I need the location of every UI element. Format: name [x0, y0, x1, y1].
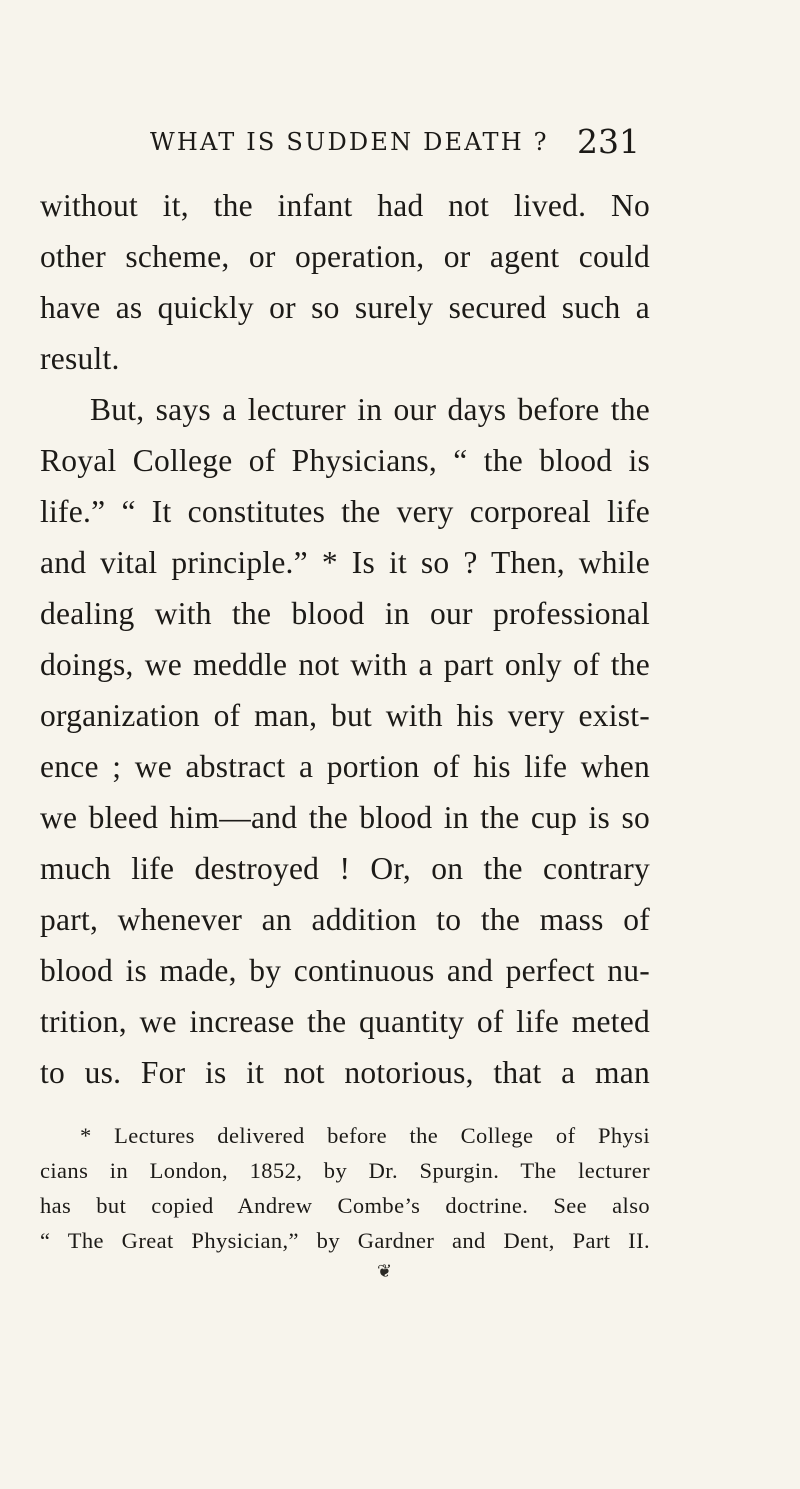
text-line: without it, the infant had not lived. No: [40, 188, 650, 223]
text-line: ence ; we abstract a portion of his life when: [40, 749, 650, 784]
text-line: part, whenever an addition to the mass of: [40, 902, 650, 937]
text-line: blood is made, by continuous and perfect nu-: [40, 953, 650, 988]
running-head: [150, 122, 640, 162]
text-line: to us. For is it not notorious, that a man: [40, 1055, 650, 1090]
text-line: result.: [40, 341, 120, 376]
text-line: But, says a lecturer in our days before the: [90, 392, 650, 427]
footnote-line: has but copied Andrew Combe’s doctrine. See also: [40, 1193, 650, 1218]
footnote-line: * Lectures delivered before the College of Physi: [80, 1123, 650, 1148]
footnote: [40, 1118, 650, 1258]
running-title: WHAT IS SUDDEN DEATH ?: [150, 128, 549, 156]
text-line: much life destroyed ! Or, on the contrary: [40, 851, 650, 886]
printer-ornament-icon: ❦: [377, 1261, 393, 1282]
text-line: have as quickly or so surely secured such a: [40, 290, 650, 325]
body-text: [40, 180, 650, 1098]
page-number: 231: [577, 122, 640, 161]
text-line: Royal College of Physicians, “ the blood is: [40, 443, 650, 478]
text-line: other scheme, or operation, or agent could: [40, 239, 650, 274]
footnote-line: “ The Great Physician,” by Gardner and Dent, Part II.: [40, 1228, 650, 1253]
text-line: life.” “ It constitutes the very corporeal life: [40, 494, 650, 529]
text-line: trition, we increase the quantity of life meted: [40, 1004, 650, 1039]
text-line: dealing with the blood in our professional: [40, 596, 650, 631]
text-line: and vital principle.” * Is it so ? Then, while: [40, 545, 650, 580]
text-line: we bleed him—and the blood in the cup is so: [40, 800, 650, 835]
text-line: doings, we meddle not with a part only of the: [40, 647, 650, 682]
text-line: organization of man, but with his very exist-: [40, 698, 650, 733]
footnote-line: cians in London, 1852, by Dr. Spurgin. The lecturer: [40, 1158, 650, 1183]
